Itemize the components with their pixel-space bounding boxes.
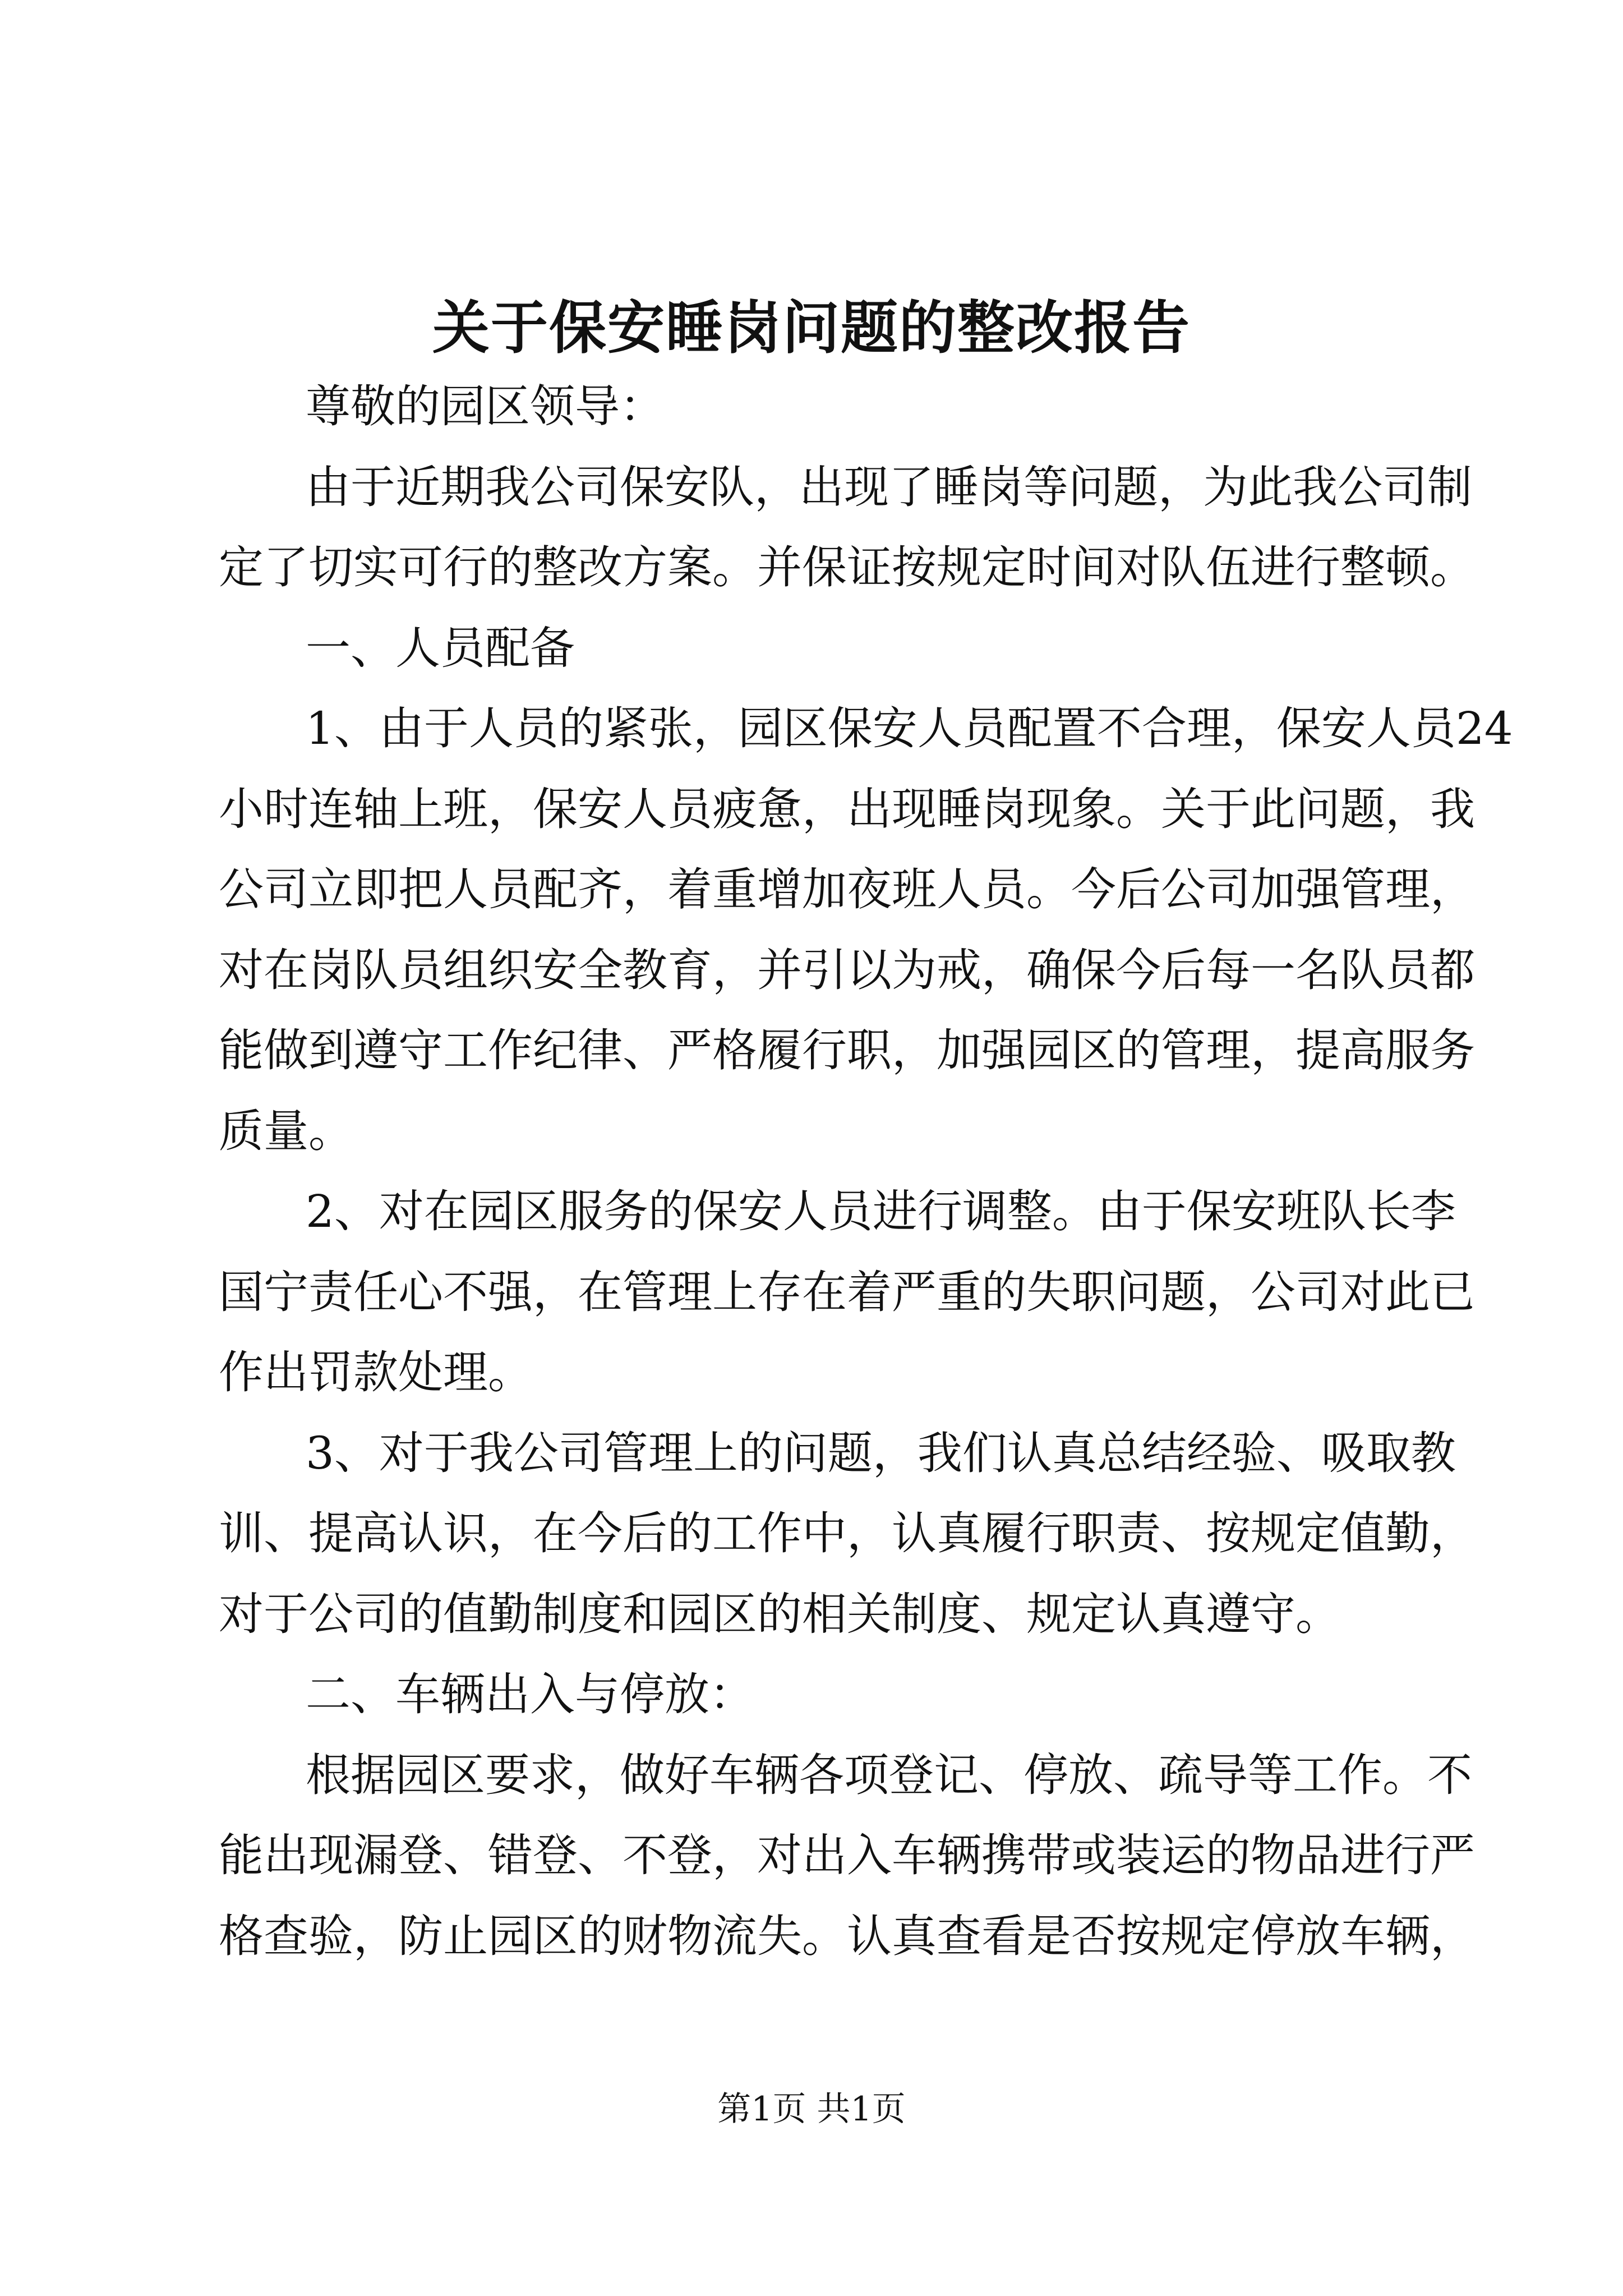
text-line: 尊敬的园区领导： (306, 380, 665, 432)
text-line: 质量。 (219, 1105, 353, 1157)
text-line: 国宁责任心不强，在管理上存在着严重的失职问题，公司对此已 (219, 1266, 1475, 1318)
text-line: 1、由于人员的紧张，园区保安人员配置不合理，保安人员24 (306, 702, 1513, 754)
text-line: 小时连轴上班，保安人员疲惫，出现睡岗现象。关于此问题，我 (219, 783, 1475, 835)
text-line: 定了切实可行的整改方案。并保证按规定时间对队伍进行整顿。 (219, 541, 1475, 593)
text-line: 能出现漏登、错登、不登，对出入车辆携带或装运的物品进行严 (219, 1829, 1475, 1881)
text-line: 根据园区要求，做好车辆各项登记、停放、疏导等工作。不 (306, 1749, 1472, 1801)
text-line: 2、对在园区服务的保安人员进行调整。由于保安班队长李 (306, 1185, 1456, 1237)
page-footer: 第1页 共1页 (717, 2090, 906, 2129)
text-line: 对于公司的值勤制度和园区的相关制度、规定认真遵守。 (219, 1588, 1340, 1640)
text-line: 3、对于我公司管理上的问题，我们认真总结经验、吸取教 (306, 1427, 1456, 1479)
text-line: 对在岗队员组织安全教育，并引以为戒，确保今后每一名队员都 (219, 944, 1475, 996)
text-line: 格查验，防止园区的财物流失。认真查看是否按规定停放车辆， (219, 1910, 1475, 1962)
text-line: 由于近期我公司保安队，出现了睡岗等问题，为此我公司制 (306, 461, 1472, 513)
text-line: 二、车辆出入与停放： (306, 1668, 754, 1720)
text-line: 训、提高认识，在今后的工作中，认真履行职责、按规定值勤， (219, 1507, 1475, 1559)
text-line: 能做到遵守工作纪律、严格履行职，加强园区的管理，提高服务 (219, 1024, 1475, 1076)
document-title: 关于保安睡岗问题的整改报告 (432, 295, 1191, 362)
text-line: 一、人员配备 (306, 622, 575, 674)
text-line: 公司立即把人员配齐，着重增加夜班人员。今后公司加强管理， (219, 863, 1475, 915)
text-line: 作出罚款处理。 (219, 1346, 533, 1398)
